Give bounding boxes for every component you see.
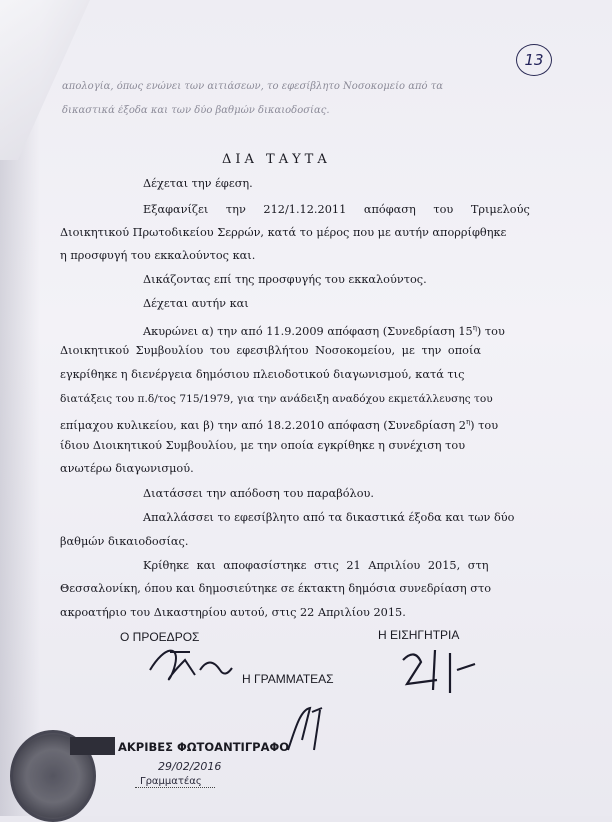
body-line: ίδιου Διοικητικού Συμβουλίου, με την οποία εγκρίθηκε η συνέχιση του [60, 439, 466, 452]
body-line: Διοικητικού Πρωτοδικείου Σερρών, κατά το μέρος που με αυτήν απορρίφθηκε [60, 226, 507, 239]
secretary-title: Η ΓΡΑΜΜΑΤΕΑΣ [242, 672, 334, 686]
body-line: Δέχεται αυτήν και [143, 297, 249, 310]
body-line: εγκρίθηκε η διενέργεια δημόσιου πλειοδοτικού διαγωνισμού, κατά τις [60, 368, 465, 381]
header-line-1: απολογία, όπως ενώνει των αιτιάσεων, το εφεσίβλητο Νοσοκομείο από τα [62, 81, 444, 92]
page-number: 13 [516, 44, 552, 76]
body-line: Απαλλάσσει το εφεσίβλητο από τα δικαστικά έξοδα και των δύο [143, 511, 515, 524]
body-line: ακροατήριο του Δικαστηρίου αυτού, στις 22 Απριλίου 2015. [60, 606, 406, 619]
rapporteur-title: Η ΕΙΣΗΓΗΤΡΙΑ [378, 628, 460, 642]
body-line: βαθμών δικαιοδοσίας. [60, 535, 189, 548]
body-line: η προσφυγή του εκκαλούντος και. [60, 249, 256, 262]
body-line: Δικάζοντας επί της προσφυγής του εκκαλούντος. [143, 273, 427, 286]
body-line: ανωτέρω διαγωνισμού. [60, 462, 194, 475]
body-line: Ακυρώνει α) την από 11.9.2009 απόφαση (Συνεδρίαση $15^\eta$) του [143, 324, 505, 338]
body-line: Θεσσαλονίκη, όπου και δημοσιεύτηκε σε έκτακτη δημόσια συνεδρίαση στο [60, 582, 492, 595]
body-line: Διοικητικού Συμβουλίου του εφεσιβλήτου Νοσοκομείου, με την οποία [60, 344, 482, 357]
stamp-date: 29/02/2016 [158, 760, 222, 773]
redaction-bar [70, 737, 115, 755]
president-signature [140, 640, 240, 690]
president-title: Ο ΠΡΟΕΔΡΟΣ [120, 630, 200, 644]
body-line: Διατάσσει την απόδοση του παραβόλου. [143, 487, 374, 500]
certified-copy-label: ΑΚΡΙΒΕΣ ΦΩΤΟΑΝΤΙΓΡΑΦΟ [118, 740, 290, 754]
body-line: Κρίθηκε και αποφασίστηκε στις 21 Απριλίου 2015, στη [143, 559, 489, 572]
rapporteur-signature [395, 645, 495, 695]
stamp-signature-line [135, 787, 215, 788]
header-line-2: δικαστικά έξοδα και των δύο βαθμών δικαιοδοσίας. [62, 105, 330, 116]
stamp-role: Γραμματέας [140, 776, 202, 787]
body-line: Δέχεται την έφεση. [143, 177, 253, 190]
body-line: επίμαχου κυλικείου, και β) την από 18.2.2010 απόφαση (Συνεδρίαση $2^\eta$) του [60, 418, 499, 432]
section-heading: ΔΙΑ ΤΑΥΤΑ [222, 152, 331, 167]
body-line: Εξαφανίζει την 212/1.12.2011 απόφαση του Τριμελούς [143, 203, 530, 216]
body-line: διατάξεις του π.δ/τος 715/1979, για την ανάδειξη αναδόχου εκμετάλλευσης του [60, 393, 493, 405]
